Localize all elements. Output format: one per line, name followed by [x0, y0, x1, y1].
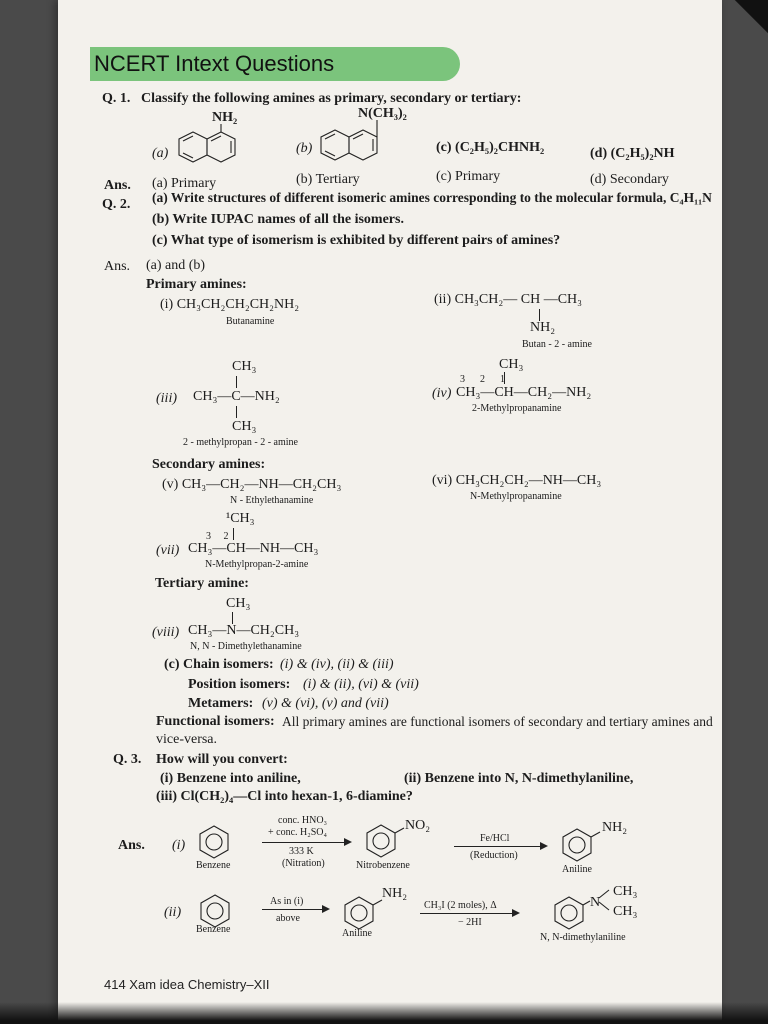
q2-functional-label: Functional isomers: — [156, 714, 275, 729]
q2-c: (c) What type of isomerism is exhibited by different pairs of amines? — [152, 233, 561, 248]
q2-iii-label: (iii) — [156, 391, 177, 406]
q2-label: Q. 2. — [102, 197, 131, 212]
q2-tertiary-heading: Tertiary amine: — [155, 576, 249, 591]
q2-iii-top: CH₃ — [232, 359, 257, 374]
q3-r2-dm-n: N — [590, 895, 601, 910]
q2-c-chain: (i) & (iv), (ii) & (iii) — [280, 657, 394, 672]
q3-r1-reagent-2: + conc. H₂SO₄ — [268, 827, 327, 838]
q2-primary-heading: Primary amines: — [146, 277, 247, 292]
q2-iii-bond-down — [236, 406, 237, 418]
q2-vii-main: CH₃—CH—NH—CH₃ — [188, 541, 319, 556]
q2-i-name: Butanamine — [226, 316, 275, 327]
aniline-2-ring-icon — [344, 896, 374, 930]
q3-r2-product: N, N-dimethylaniline — [540, 932, 626, 943]
q2-iv-label: (iv) — [432, 386, 452, 401]
q2-viii-top: CH₃ — [226, 596, 251, 611]
q1-text: Classify the following amines as primary, secondary or tertiary: — [141, 91, 522, 106]
q1-b-label: (b) — [296, 141, 313, 156]
q3-ans-label: Ans. — [118, 838, 145, 853]
q2-ii-formula: (ii) CH₃CH₂— CH —CH₃ — [434, 292, 583, 307]
benzene-icon — [199, 825, 229, 859]
page-bottom-shadow — [0, 1002, 768, 1024]
q2-ii-name: Butan - 2 - amine — [522, 339, 592, 350]
page-footer: 414 Xam idea Chemistry–XII — [104, 977, 270, 992]
q1-a-label: (a) — [152, 146, 169, 161]
q2-iv-name: 2-Methylpropanamine — [472, 403, 562, 414]
q1-ans-c: (c) Primary — [436, 169, 501, 184]
q2-vii-bond — [233, 528, 234, 540]
q1-ans-b: (b) Tertiary — [296, 172, 360, 187]
reaction-arrow-3 — [262, 909, 328, 910]
q2-functional: All primary amines are functional isomers of secondary and tertiary amines and — [282, 714, 713, 729]
q2-viii-name: N, N - Dimethylethanamine — [190, 641, 302, 652]
q2-iv-main: CH₃—CH—CH₂—NH₂ — [456, 385, 592, 400]
q2-iii-name: 2 - methylpropan - 2 - amine — [183, 437, 298, 448]
reaction-arrow-1 — [262, 842, 350, 843]
q3-r1-cond-1: 333 K — [289, 846, 314, 857]
q2-ii-sub: NH₂ — [530, 320, 556, 335]
q3-r1-nitro-name: Nitrobenzene — [356, 860, 410, 871]
q2-secondary-heading: Secondary amines: — [152, 457, 266, 472]
q1-ans-label: Ans. — [104, 178, 131, 193]
naphthalene-b-icon — [320, 128, 380, 162]
naphthalene-a-icon — [178, 130, 238, 164]
aniline-ring-icon — [562, 828, 592, 862]
q2-vi-name: N-Methylpropanamine — [470, 491, 562, 502]
q3-r1-benzene: Benzene — [196, 860, 231, 871]
q3-r1-aniline: Aniline — [562, 864, 592, 875]
q3-r2-aniline: Aniline — [342, 928, 372, 939]
q1-a-group: NH₂ — [212, 110, 238, 125]
q3-r1-label: (i) — [172, 838, 186, 853]
q3-r2-reagent-1: As in (i) — [270, 896, 304, 907]
dimethylaniline-ring-icon — [554, 896, 584, 930]
q2-c-chain-label: (c) Chain isomers: — [164, 657, 274, 672]
nitrobenzene-ring-icon — [366, 824, 396, 858]
q3-ii: (ii) Benzene into N, N-dimethylaniline, — [404, 771, 634, 786]
q3-r1-reagent-3: Fe/HCl — [480, 833, 510, 844]
q3-r2-cond-2: − 2HI — [458, 917, 482, 928]
q1-b-group: N(CH₃)₂ — [358, 106, 407, 121]
q1-ans-a: (a) Primary — [152, 176, 217, 191]
q2-vi-formula: (vi) CH₃CH₂CH₂—NH—CH₃ — [432, 473, 602, 488]
q2-ans-label: Ans. — [104, 259, 131, 274]
q3-label: Q. 3. — [113, 752, 142, 767]
q2-vii-label: (vii) — [156, 543, 180, 558]
page-corner-shadow — [722, 0, 768, 36]
q1-label: Q. 1. — [102, 91, 131, 106]
q2-i-formula: (i) CH₃CH₂CH₂CH₂NH₂ — [160, 297, 300, 312]
q3-r1-cond-3: (Reduction) — [470, 850, 518, 861]
q3-r2-dm-ch3-top: CH₃ — [613, 884, 638, 899]
q2-position-label: Position isomers: — [188, 677, 291, 692]
q2-iv-top: CH₃ — [499, 357, 524, 372]
q1-ans-d: (d) Secondary — [590, 172, 669, 187]
q2-viii-main: CH₃—N—CH₂CH₃ — [188, 623, 300, 638]
q2-iv-numbers: 3 2 1 — [460, 374, 505, 385]
q3-r2-benzene: Benzene — [196, 924, 231, 935]
q2-viii-label: (viii) — [152, 625, 180, 640]
q2-metamers-label: Metamers: — [188, 696, 254, 711]
section-title: NCERT Intext Questions — [94, 51, 335, 76]
q2-vii-numbers: 3 2 — [206, 531, 229, 542]
q3-text: How will you convert: — [156, 752, 288, 767]
q2-iii-bottom: CH₃ — [232, 419, 257, 434]
q3-r2-amine-group: NH₂ — [382, 886, 408, 901]
q3-r2-cond-1: above — [276, 913, 300, 924]
q2-position: (i) & (ii), (vi) & (vii) — [303, 677, 419, 692]
q3-r1-reagent-1: conc. HNO₃ — [278, 815, 328, 826]
q3-r1-cond-2: (Nitration) — [282, 858, 325, 869]
q2-b: (b) Write IUPAC names of all the isomers. — [152, 212, 404, 227]
q3-iii: (iii) Cl(CH₂)₄—Cl into hexan-1, 6-diamine? — [156, 789, 413, 804]
q2-v-name: N - Ethylethanamine — [230, 495, 314, 506]
q2-vii-top: ¹CH₃ — [226, 511, 255, 526]
q2-a: (a) Write structures of different isomeric amines corresponding to the molecular formula, C₄H₁₁N — [152, 190, 712, 205]
q3-r2-label: (ii) — [164, 905, 182, 920]
q3-i: (i) Benzene into aniline, — [160, 771, 301, 786]
q2-iii-bond-up — [236, 376, 237, 388]
q2-functional-2: vice-versa. — [156, 732, 218, 747]
q2-iii-main: CH₃—C—NH₂ — [193, 389, 280, 404]
q2-ans-intro: (a) and (b) — [146, 258, 206, 273]
q3-r2-dm-ch3-bottom: CH₃ — [613, 904, 638, 919]
benzene-2-icon — [200, 894, 230, 928]
q2-vii-name: N-Methylpropan-2-amine — [205, 559, 309, 570]
reaction-arrow-4 — [420, 913, 518, 914]
q2-metamers: (v) & (vi), (v) and (vii) — [262, 696, 389, 711]
q3-r1-nitro-group: NO₂ — [405, 818, 431, 833]
q3-r1-amine-group: NH₂ — [602, 820, 628, 835]
q1-d: (d) (C₂H₅)₂NH — [590, 146, 675, 161]
reaction-arrow-2 — [454, 846, 546, 847]
q1-c: (c) (C₂H₅)₂CHNH₂ — [436, 140, 545, 155]
q3-r2-reagent-2: CH₃I (2 moles), Δ — [424, 900, 497, 911]
q2-v-formula: (v) CH₃—CH₂—NH—CH₂CH₃ — [162, 477, 342, 492]
